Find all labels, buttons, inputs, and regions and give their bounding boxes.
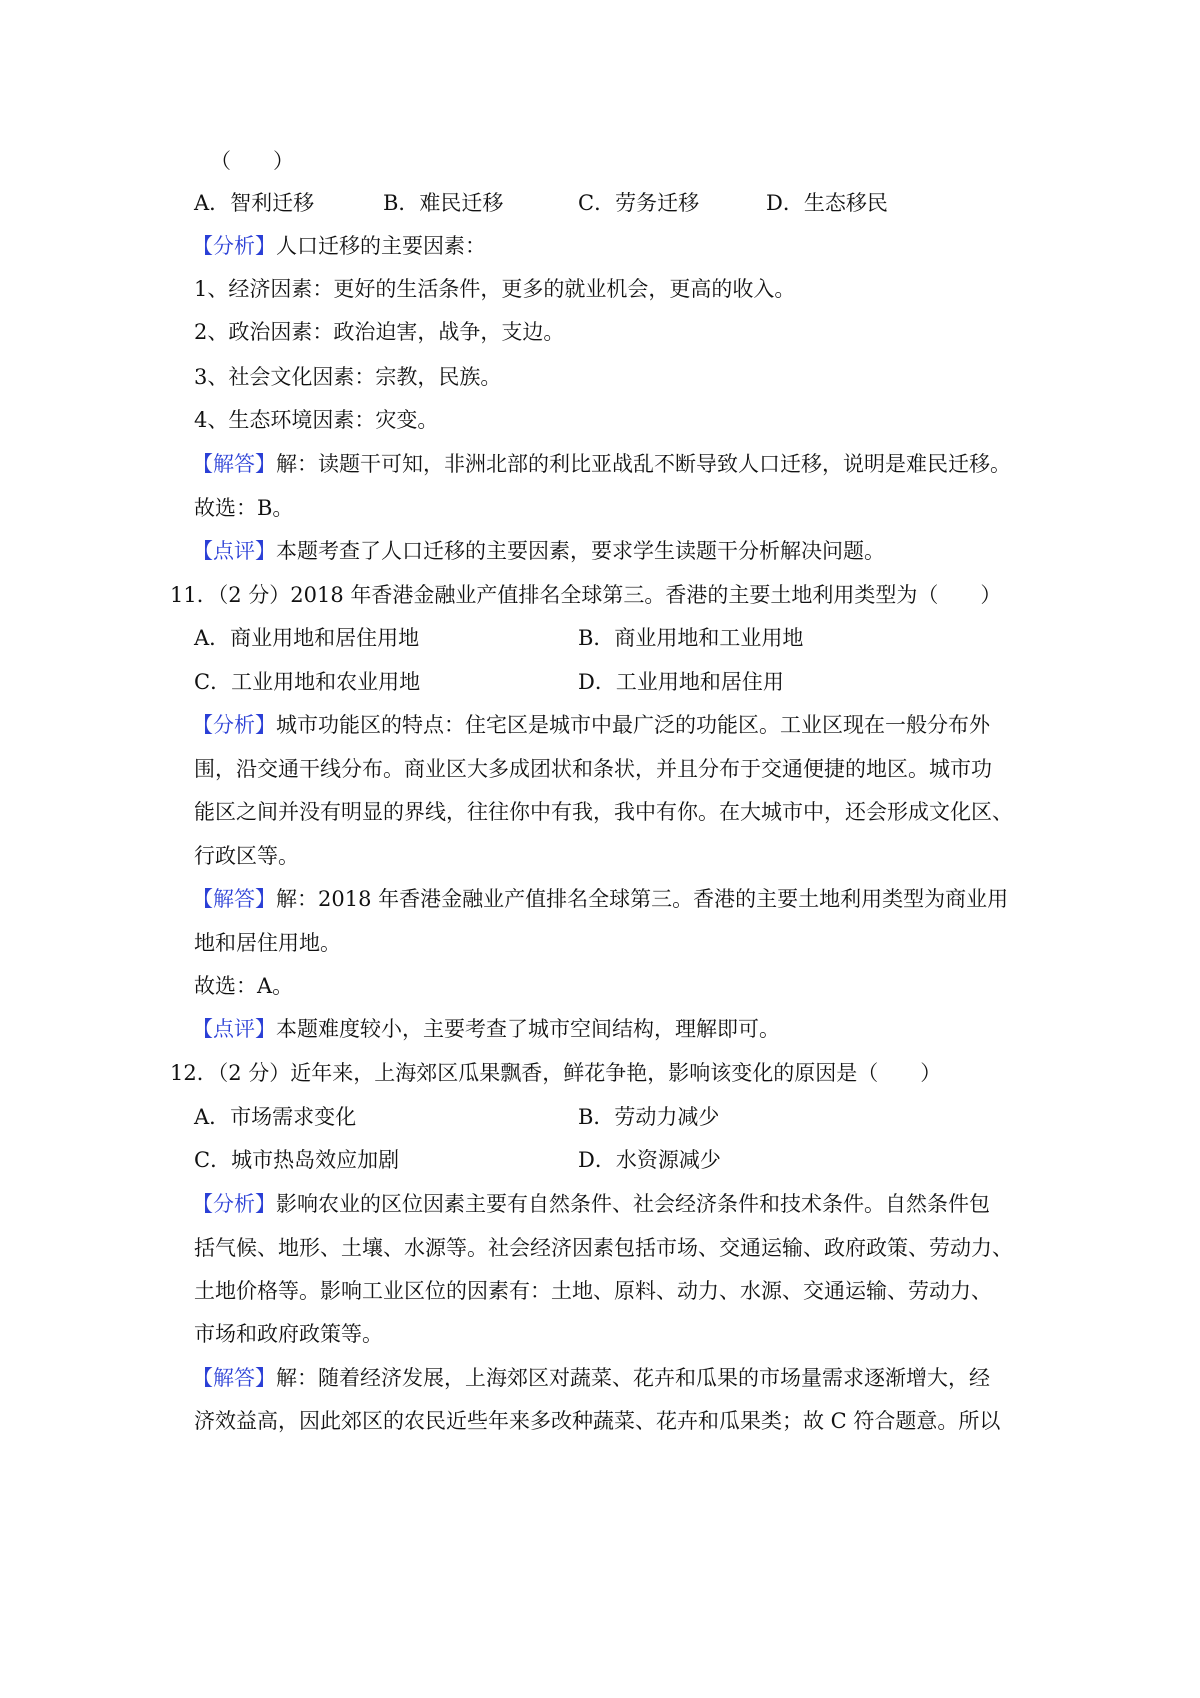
q12-stem: 12．（2 分）近年来，上海郊区瓜果飘香，鲜花争艳，影响该变化的原因是（ ） [170,1061,942,1085]
answer-tag: 【解答】 [192,1366,276,1390]
q12-analysis-line: 【分析】影响农业的区位因素主要有自然条件、社会经济条件和技术条件。自然条件包 [192,1192,990,1216]
q10-option-d: D．生态移民 [766,191,888,215]
q11-option-c: C．工业用地和农业用地 [194,670,421,694]
q10-analysis-line: 4、生态环境因素：灾变。 [194,408,439,432]
q10-analysis-line: 2、政治因素：政治迫害，战争，支边。 [194,320,565,344]
q10-paren: （ ） [210,149,294,173]
q11-analysis-line: 围，沿交通干线分布。商业区大多成团状和条状，并且分布于交通便捷的地区。城市功 [194,757,992,781]
q11-comment-line: 【点评】本题难度较小，主要考查了城市空间结构，理解即可。 [192,1017,780,1041]
q11-option-d: D．工业用地和居住用 [578,670,784,694]
q11-answer-line: 【解答】解：2018 年香港金融业产值排名全球第三。香港的主要土地利用类型为商业用 [192,887,1009,911]
q10-option-b: B．难民迁移 [383,191,504,215]
q12-option-c: C．城市热岛效应加剧 [194,1148,400,1172]
q11-analysis-line: 行政区等。 [194,844,299,868]
q10-answer-line: 【解答】解：读题干可知，非洲北部的利比亚战乱不断导致人口迁移，说明是难民迁移。 [192,452,1011,476]
q11-answer-line: 地和居住用地。 [194,931,341,955]
answer-tag: 【解答】 [192,887,276,911]
q12-option-a: A．市场需求变化 [194,1105,357,1129]
q12-analysis-line: 土地价格等。影响工业区位的因素有：土地、原料、动力、水源、交通运输、劳动力、 [194,1279,992,1303]
q11-analysis-line: 【分析】城市功能区的特点：住宅区是城市中最广泛的功能区。工业区现在一般分布外 [192,713,990,737]
q12-answer-line: 【解答】解：随着经济发展，上海郊区对蔬菜、花卉和瓜果的市场量需求逐渐增大，经 [192,1366,990,1390]
q10-option-a: A．智利迁移 [194,191,315,215]
q10-analysis-line: 1、经济因素：更好的生活条件，更多的就业机会，更高的收入。 [194,277,796,301]
q10-choice: 故选：B。 [194,496,294,520]
q10-analysis-line: 3、社会文化因素：宗教，民族。 [194,365,502,389]
comment-tag: 【点评】 [192,539,276,563]
analysis-tag: 【分析】 [192,1192,276,1216]
q10-option-c: C．劳务迁移 [578,191,700,215]
q11-analysis-line: 能区之间并没有明显的界线，往往你中有我，我中有你。在大城市中，还会形成文化区、 [194,800,1013,824]
q12-analysis-line: 市场和政府政策等。 [194,1322,383,1346]
q12-option-d: D．水资源减少 [578,1148,721,1172]
q12-analysis-line: 括气候、地形、土壤、水源等。社会经济因素包括市场、交通运输、政府政策、劳动力、 [194,1236,1013,1260]
q11-option-a: A．商业用地和居住用地 [194,626,420,650]
q10-analysis-line: 【分析】人口迁移的主要因素： [192,234,486,258]
q11-option-b: B．商业用地和工业用地 [578,626,804,650]
comment-tag: 【点评】 [192,1017,276,1041]
q11-choice: 故选：A。 [194,974,294,998]
analysis-tag: 【分析】 [192,713,276,737]
answer-tag: 【解答】 [192,452,276,476]
q11-stem: 11．（2 分）2018 年香港金融业产值排名全球第三。香港的主要土地利用类型为（ ） [170,583,1002,607]
q12-answer-line: 济效益高，因此郊区的农民近些年来多改种蔬菜、花卉和瓜果类；故 C 符合题意。所以 [194,1409,1001,1433]
q10-comment-line: 【点评】本题考查了人口迁移的主要因素，要求学生读题干分析解决问题。 [192,539,885,563]
analysis-tag: 【分析】 [192,234,276,258]
q12-option-b: B．劳动力减少 [578,1105,720,1129]
